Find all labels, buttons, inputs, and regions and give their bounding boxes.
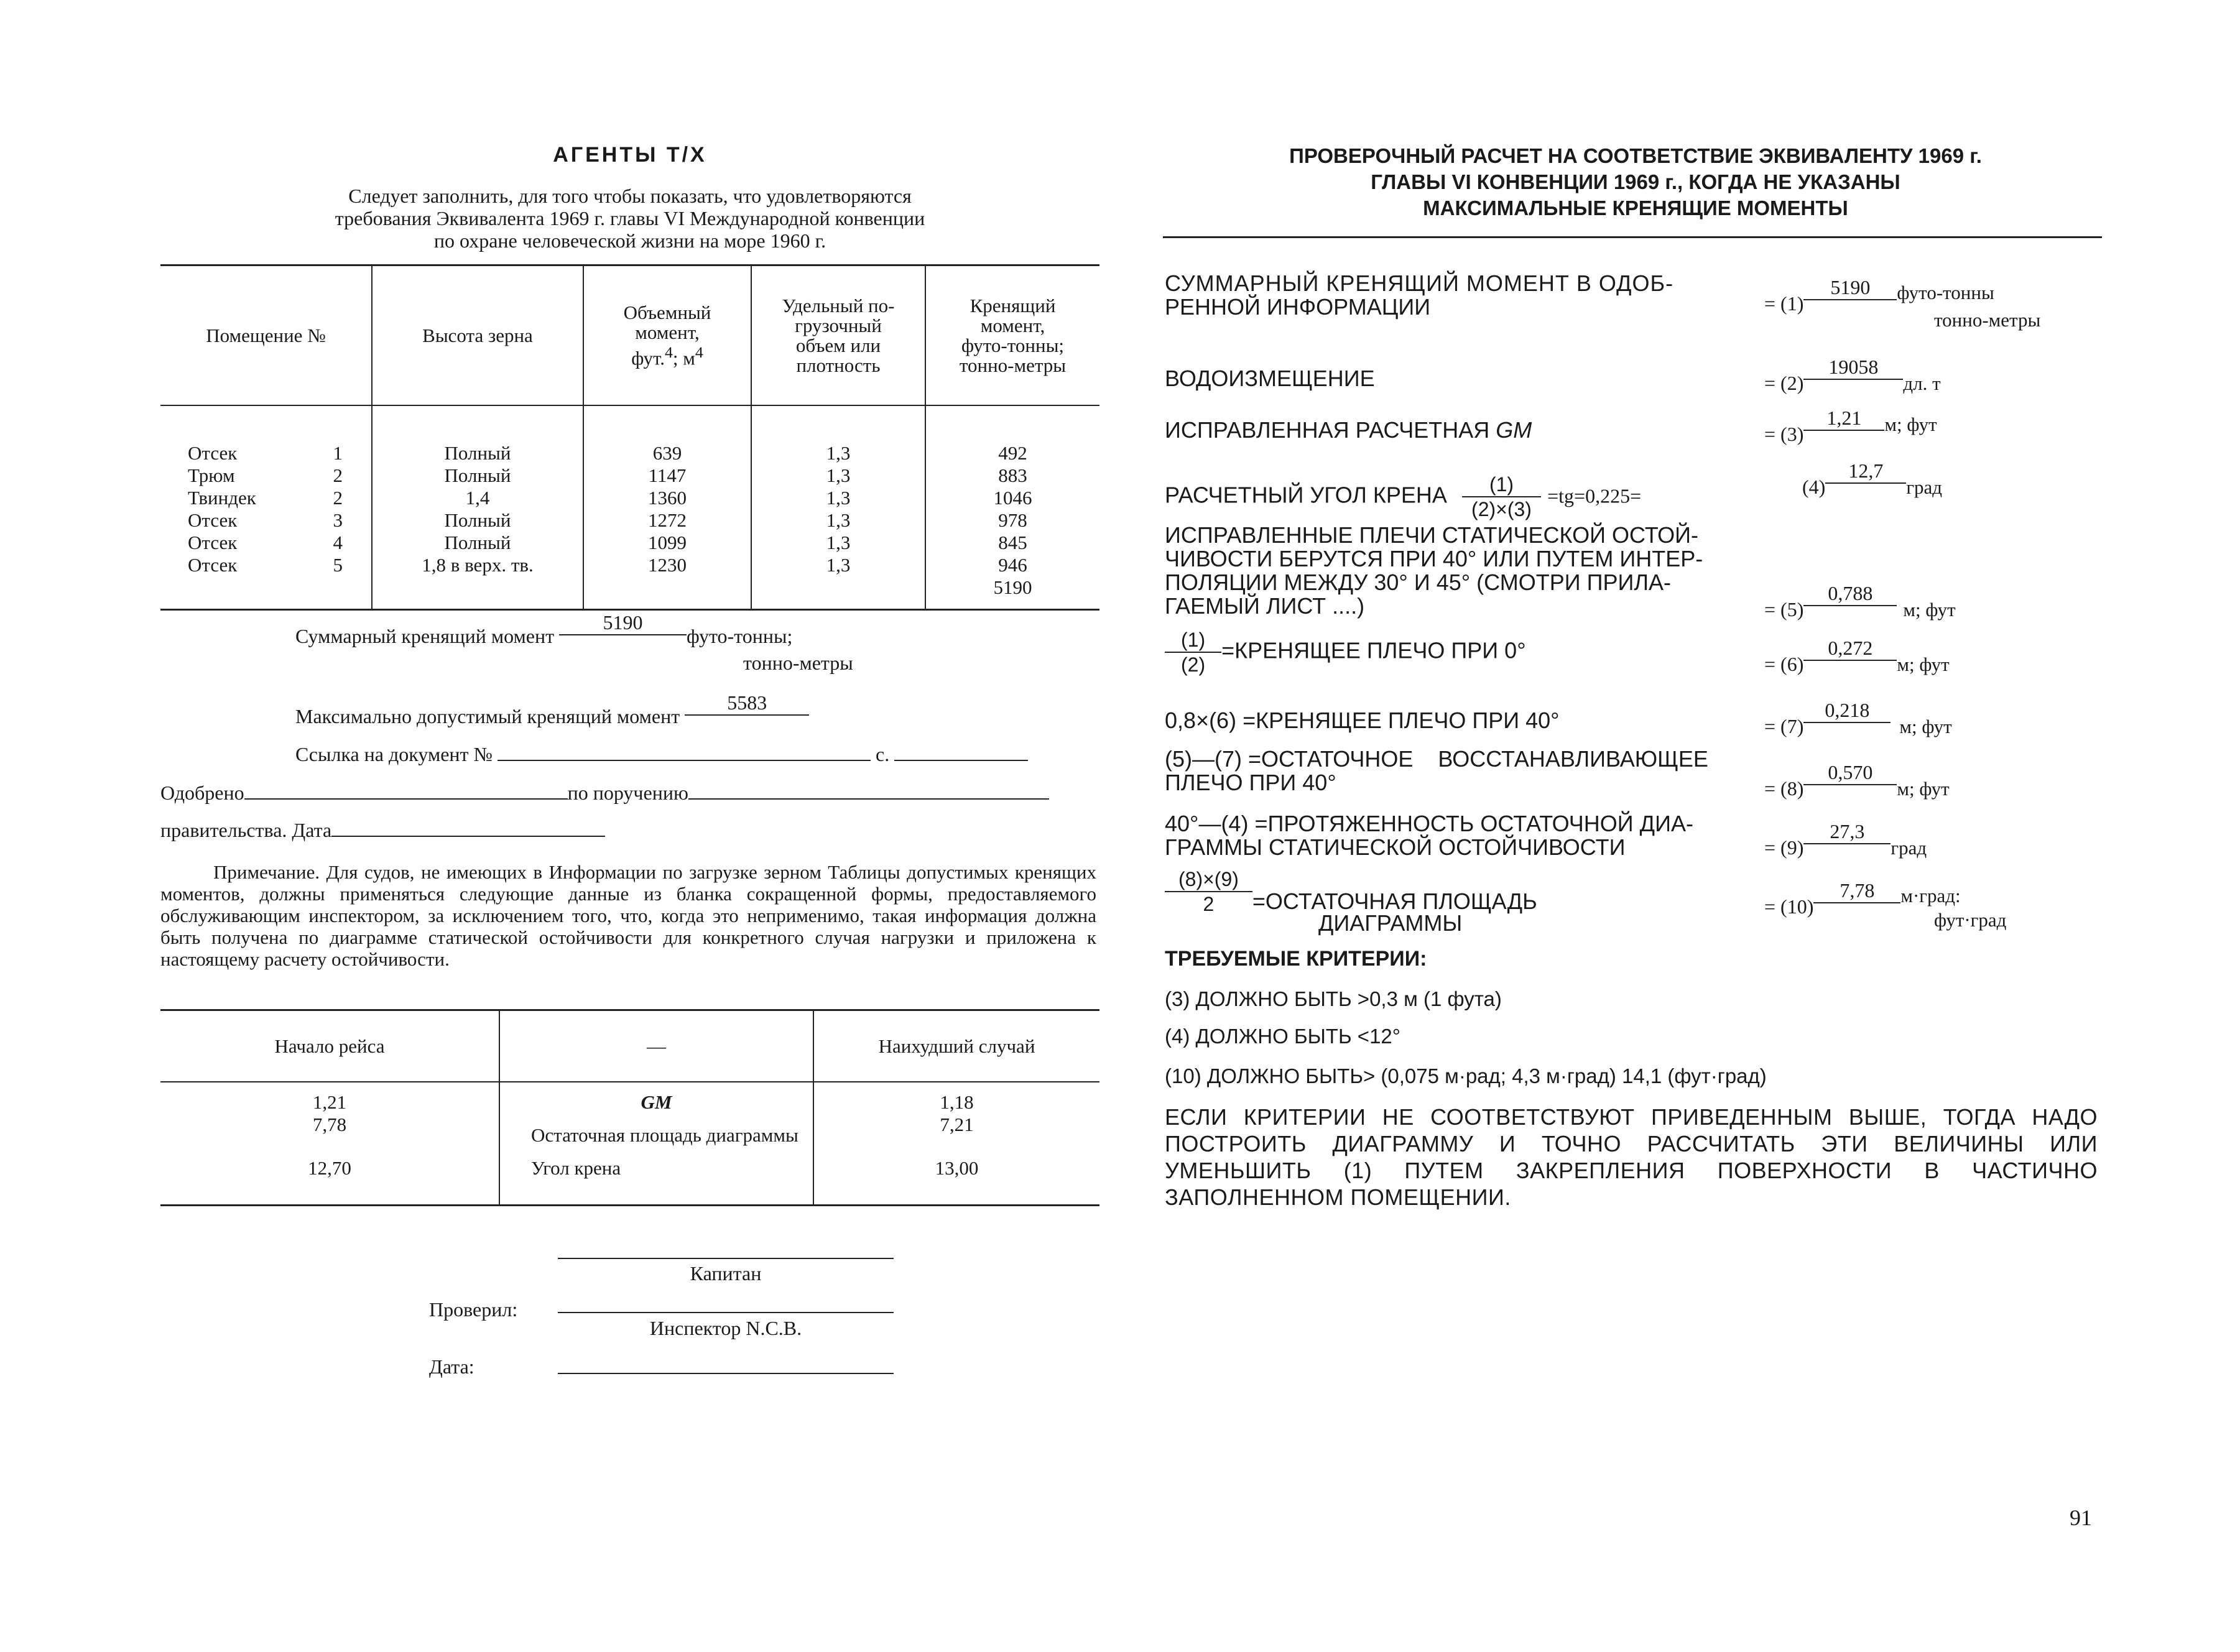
item2-value: = (2)19058дл. т xyxy=(1764,356,1941,394)
criterion-3: (3) ДОЛЖНО БЫТЬ >0,3 м (1 фута) xyxy=(1165,987,1502,1010)
moment-cell: 978 xyxy=(925,509,1099,532)
captain-label: Капитан xyxy=(690,1262,762,1285)
volume-cell: 1099 xyxy=(583,532,751,554)
param-angle: Угол крена xyxy=(499,1157,813,1179)
comparison-table xyxy=(160,1009,1099,1206)
item9-value: = (9)27,3град xyxy=(1764,820,1927,859)
moment-cell: 845 xyxy=(925,532,1099,554)
sum-unit2: тонно-метры xyxy=(743,652,853,674)
item1-label: СУММАРНЫЙ КРЕНЯЩИЙ МОМЕНТ В ОДОБ- РЕННОЙ ИНФОРМАЦИИ xyxy=(1165,270,1674,320)
worst-area: 7,21 xyxy=(813,1114,1099,1157)
item8-value: = (8)0,570м; фут xyxy=(1764,761,1950,800)
right-page xyxy=(1163,143,2108,221)
item4-fraction: $\frac{(1)}{(2)\times(3)}$ xyxy=(1462,473,1541,521)
item4-label: РАСЧЕТНЫЙ УГОЛ КРЕНА $\frac{(1)}{(2)\times(3)} =tg=0,225=$ xyxy=(1165,473,1642,520)
left-page xyxy=(160,143,1099,598)
table-row xyxy=(160,554,1099,576)
specific-cell: 1,3 xyxy=(751,464,925,487)
item10-fraction: $\frac{(8)\times(9)}{2}$ xyxy=(1165,867,1252,916)
item10-value: = (10)7,78 м·град: xyxy=(1764,879,1961,918)
table-row xyxy=(160,487,1099,509)
moment-cell: 492 xyxy=(925,442,1099,464)
left-intro: Следует заполнить, для того чтобы показать, что удовлетворяются требования Эквивалента 1969 г. главы VI Международной конвенции по охране человеческой жизни на море 1960 г. xyxy=(335,185,925,252)
col-header-volume: Объемный момент, фут.$^4$; $м^4$ xyxy=(583,265,751,406)
col-header-room: Помещение № xyxy=(160,265,372,406)
item10-label: $\frac{(8)\times(9)}{2}=ОСТАТОЧНАЯ$ ПЛОЩАДЬ xyxy=(1165,867,1537,916)
height-cell: Полный xyxy=(372,442,583,464)
height-cell: 1,8 в верх. тв. xyxy=(372,554,583,576)
room-cell: Отсек 3 xyxy=(160,509,372,532)
volume-cell: 639 xyxy=(583,442,751,464)
col-header-moment: Кренящий момент, футо-тонны; тонно-метры xyxy=(925,265,1099,406)
note-paragraph: Примечание. Для судов, не имеющих в Информации по загрузке зерном Таблицы допустимых кренящих моментов, должны применяться следующие данные из бланка сокращенной формы, предоставляемого обслуживающим инспектором, за исключением того, что, когда это неприменимо, такая информация должна быть получена по диаграмме статической остойчивости для конкретного случая нагрузки и приложена к настоящему расчету остойчивости. xyxy=(160,861,1096,970)
ref-line: Ссылка на документ № с. xyxy=(295,743,1098,766)
table-total: 5190 xyxy=(925,576,1099,599)
inspector-label: Инспектор N.C.B. xyxy=(649,1317,802,1339)
date-label: Дата: xyxy=(429,1355,474,1378)
room-cell: Трюм 2 xyxy=(160,464,372,487)
gov-line: правительства. Дата xyxy=(160,819,605,842)
sum-line: Суммарный кренящий момент 5190футо-тонны; xyxy=(295,611,793,647)
specific-cell: 1,3 xyxy=(751,509,925,532)
col-header-worst: Наихудший случай xyxy=(813,1010,1099,1082)
table-row xyxy=(160,509,1099,532)
room-cell: Отсек 1 xyxy=(160,442,372,464)
max-line: Максимально допустимый кренящий момент 5583 xyxy=(295,705,809,729)
volume-cell: 1230 xyxy=(583,554,751,576)
item6-value: = (6)0,272м; фут xyxy=(1764,637,1950,675)
item7-label: 0,8×(6) =КРЕНЯЩЕЕ ПЛЕЧО ПРИ 40° xyxy=(1165,708,1560,733)
item4-value: (4)12,7град xyxy=(1802,459,1943,498)
checked-label: Проверил: xyxy=(429,1298,518,1321)
worst-angle: 13,00 xyxy=(813,1157,1099,1179)
param-gm: GM xyxy=(499,1091,813,1114)
criterion-4: (4) ДОЛЖНО БЫТЬ <12° xyxy=(1165,1025,1400,1048)
page-number: 91 xyxy=(2070,1505,2092,1530)
height-cell: Полный xyxy=(372,509,583,532)
max-value: 5583 xyxy=(685,691,809,716)
item9-label: 40°—(4) =ПРОТЯЖЕННОСТЬ ОСТАТОЧНОЙ ДИА- ГРАММЫ СТАТИЧЕСКОЙ ОСТОЙЧИВОСТИ xyxy=(1165,811,1693,860)
specific-cell: 1,3 xyxy=(751,532,925,554)
moment-cell: 883 xyxy=(925,464,1099,487)
item6-fraction: $\frac{(1)}{(2)}$ xyxy=(1165,628,1221,676)
heeling-moments-table xyxy=(160,264,1099,611)
moment-cell: 946 xyxy=(925,554,1099,576)
volume-cell: 1360 xyxy=(583,487,751,509)
item3-label: ИСПРАВЛЕННАЯ РАСЧЕТНАЯ GM xyxy=(1165,417,1532,443)
item2-label: ВОДОИЗМЕЩЕНИЕ xyxy=(1165,366,1375,391)
volume-cell: 1272 xyxy=(583,509,751,532)
col-header-dash: — xyxy=(499,1010,813,1082)
item5-value: = (5)0,788м; фут xyxy=(1764,582,1956,621)
col-header-specific: Удельный по- грузочный объем или плотность xyxy=(751,265,925,406)
height-cell: 1,4 xyxy=(372,487,583,509)
table-row xyxy=(160,464,1099,487)
left-title: АГЕНТЫ Т/Х xyxy=(553,143,707,167)
room-cell: Отсек 5 xyxy=(160,554,372,576)
col-header-start: Начало рейса xyxy=(160,1010,499,1082)
start-area: 7,78 xyxy=(160,1114,499,1157)
item5-label: ИСПРАВЛЕННЫЕ ПЛЕЧИ СТАТИЧЕСКОЙ ОСТОЙ- ЧИВОСТИ БЕРУТСЯ ПРИ 40° ИЛИ ПУТЕМ ИНТЕР- ПОЛЯЦИИ МЕЖДУ 30° И 45° (СМОТРИ ПРИЛА- ГАЕМЫЙ ЛИСТ ....) xyxy=(1165,522,1703,619)
room-cell: Твиндек 2 xyxy=(160,487,372,509)
start-gm: 1,21 xyxy=(160,1091,499,1114)
moment-cell: 1046 xyxy=(925,487,1099,509)
height-cell: Полный xyxy=(372,532,583,554)
right-title: ПРОВЕРОЧНЫЙ РАСЧЕТ НА СООТВЕТСТВИЕ ЭКВИВАЛЕНТУ 1969 г. ГЛАВЫ VI КОНВЕНЦИИ 1969 г., КОГДА НЕ УКАЗАНЫ МАКСИМАЛЬНЫЕ КРЕНЯЩИЕ МОМЕНТЫ xyxy=(1289,144,1982,219)
specific-cell: 1,3 xyxy=(751,487,925,509)
start-angle: 12,70 xyxy=(160,1157,499,1179)
item1-value: = (1)5190 футо-тонны xyxy=(1764,276,1994,315)
item8-label: (5)—(7) =ОСТАТОЧНОЕ ВОССТАНАВЛИВАЮЩЕЕ ПЛЕЧО ПРИ 40° xyxy=(1165,746,1708,795)
worst-gm: 1,18 xyxy=(813,1091,1099,1114)
specific-cell: 1,3 xyxy=(751,442,925,464)
room-cell: Отсек 4 xyxy=(160,532,372,554)
specific-cell: 1,3 xyxy=(751,554,925,576)
item10-label2: ДИАГРАММЫ xyxy=(1318,910,1463,936)
approved-line: Одобрено по поручению xyxy=(160,782,1099,805)
table-row xyxy=(160,442,1099,464)
conclusion-paragraph: ЕСЛИ КРИТЕРИИ НЕ СООТВЕТСТВУЮТ ПРИВЕДЕННЫМ ВЫШЕ, ТОГДА НАДО ПОСТРОИТЬ ДИАГРАММУ И ТОЧНО РАССЧИТАТЬ ЭТИ ВЕЛИЧИНЫ ИЛИ УМЕНЬШИТЬ (1) ПУТЕМ ЗАКРЕПЛЕНИЯ ПОВЕРХНОСТИ В ЧАСТИЧНО ЗАПОЛНЕННОМ ПОМЕЩЕНИИ. xyxy=(1165,1104,2098,1210)
item7-value: = (7)0,218м; фут xyxy=(1764,699,1952,737)
item6-label: $\frac{(1)}{(2)}=КРЕНЯЩЕЕ$ ПЛЕЧО ПРИ 0° xyxy=(1165,628,1526,676)
criteria-title: ТРЕБУЕМЫЕ КРИТЕРИИ: xyxy=(1165,947,1427,971)
criterion-10: (10) ДОЛЖНО БЫТЬ> (0,075 м·рад; 4,3 м·град) 14,1 (фут·град) xyxy=(1165,1064,1767,1087)
table-row xyxy=(160,532,1099,554)
height-cell: Полный xyxy=(372,464,583,487)
sum-value: 5190 xyxy=(559,611,687,635)
volume-cell: 1147 xyxy=(583,464,751,487)
param-area: Остаточная площадь диаграммы xyxy=(499,1114,813,1157)
col-header-height: Высота зерна xyxy=(372,265,583,406)
item3-value: = (3)1,21 м; фут xyxy=(1764,407,1937,445)
